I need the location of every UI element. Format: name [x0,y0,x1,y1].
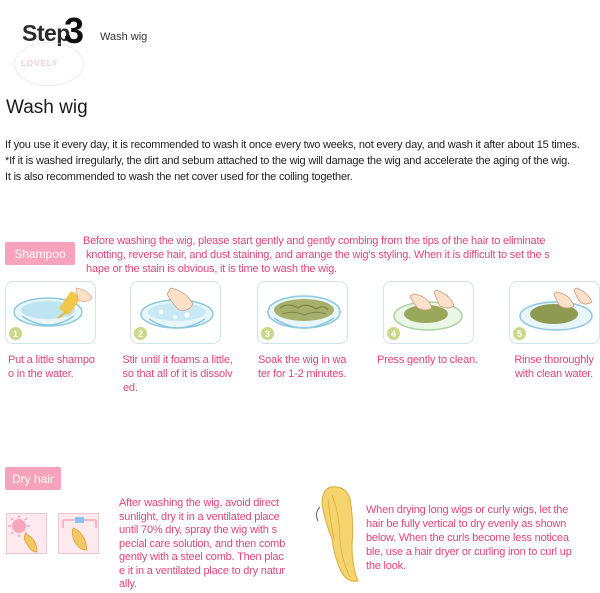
section-title: Wash wig [6,97,88,118]
intro-paragraph [5,137,600,185]
dry-left-line: e it in a ventilated place to dry natur [119,564,285,577]
dry-hair-label: Dry hair [5,467,61,490]
dry-hair-image-2 [58,513,99,554]
step-number-badge: 1 [9,327,22,340]
caption-line: Put a little shampo [8,354,95,366]
shampoo-step-5-image [509,281,600,344]
dry-hair-right-text [366,503,572,573]
sun-hair-icon [7,514,47,554]
shampoo-step-4-image [383,281,474,344]
fan-hair-icon [59,514,99,554]
dry-right-line: hair be fully vertical to dry evenly as shown [366,518,567,530]
dry-left-line: until 70% dry, spray the wig with s [119,524,277,536]
dry-hair-left-text [119,497,285,592]
dry-left-line: gently with a steel comb. Then plac [119,551,284,563]
long-wig-icon [312,485,362,585]
dry-hair-image-1 [6,513,47,554]
caption-line: o in the water. [8,368,74,380]
shampoo-label: Shampoo [5,242,75,265]
step-number-badge: 2 [134,327,147,340]
caption-line: ed. [123,382,138,394]
step-number: 3 [64,10,85,51]
step-number-badge: 5 [513,327,526,340]
dry-left-line: ally. [119,578,137,590]
dry-left-line: pecial care solution, and then comb [119,537,286,550]
step-word: Step [22,20,70,46]
dry-left-line: sunlight, dry it in a ventilated place [119,510,280,523]
caption-line: Stir until it foams a little, [122,354,233,366]
step-subtitle: Wash wig [100,31,148,43]
shampoo-description-line: Before washing the wig, please start gently and gently combing from the tips of the hair to eliminate [83,235,546,247]
caption-line: so that all of it is dissolv [122,368,233,380]
dry-right-line: the look. [366,560,406,572]
caption-line: Press gently to clean. [377,354,478,366]
shampoo-description-line: knotting, reverse hair, and dust staining, and arrange the wig's styling. When it is difficult to set the s [86,249,550,261]
shampoo-step-3-image [257,281,348,344]
intro-line: *If it is washed irregularly, the dirt and sebum attached to the wig will damage the wig and accelerate the aging of the wig. [5,155,570,167]
shampoo-step-1-image [5,281,96,344]
intro-line: It is also recommended to wash the net cover used for the coiling together. [5,171,353,183]
caption-line: with clean water. [515,368,593,380]
dry-right-line: ble, use a hair dryer or curling iron to curl up [366,546,572,558]
shampoo-description [83,234,550,276]
watermark-stamp [14,42,84,86]
dry-right-line: When drying long wigs or curly wigs, let the [366,504,569,516]
dry-right-line: below. When the curls become less noticea [366,532,569,544]
shampoo-step-2-caption [115,353,240,395]
caption-line: Soak the wig in wa [258,354,347,366]
shampoo-description-line: hape or the stain is obvious, it is time to wash the wig. [86,263,337,275]
caption-line: Rinse thoroughly [514,354,594,366]
caption-line: ter for 1-2 minutes. [258,368,347,380]
shampoo-step-3-caption [258,353,346,381]
long-wig-image [312,485,362,585]
shampoo-step-1-caption [8,353,95,381]
step-number-badge: 4 [387,327,400,340]
intro-line: If you use it every day, it is recommended to wash it once every two weeks, not every day, and wash it after about 15 times. [5,139,580,151]
step-number-badge: 3 [261,327,274,340]
shampoo-step-4-caption [377,353,478,367]
dry-left-line: After washing the wig, avoid direct [119,497,279,509]
watermark-text: LOVELY [21,59,59,68]
shampoo-step-5-caption [508,353,600,381]
shampoo-step-2-image [130,281,221,344]
